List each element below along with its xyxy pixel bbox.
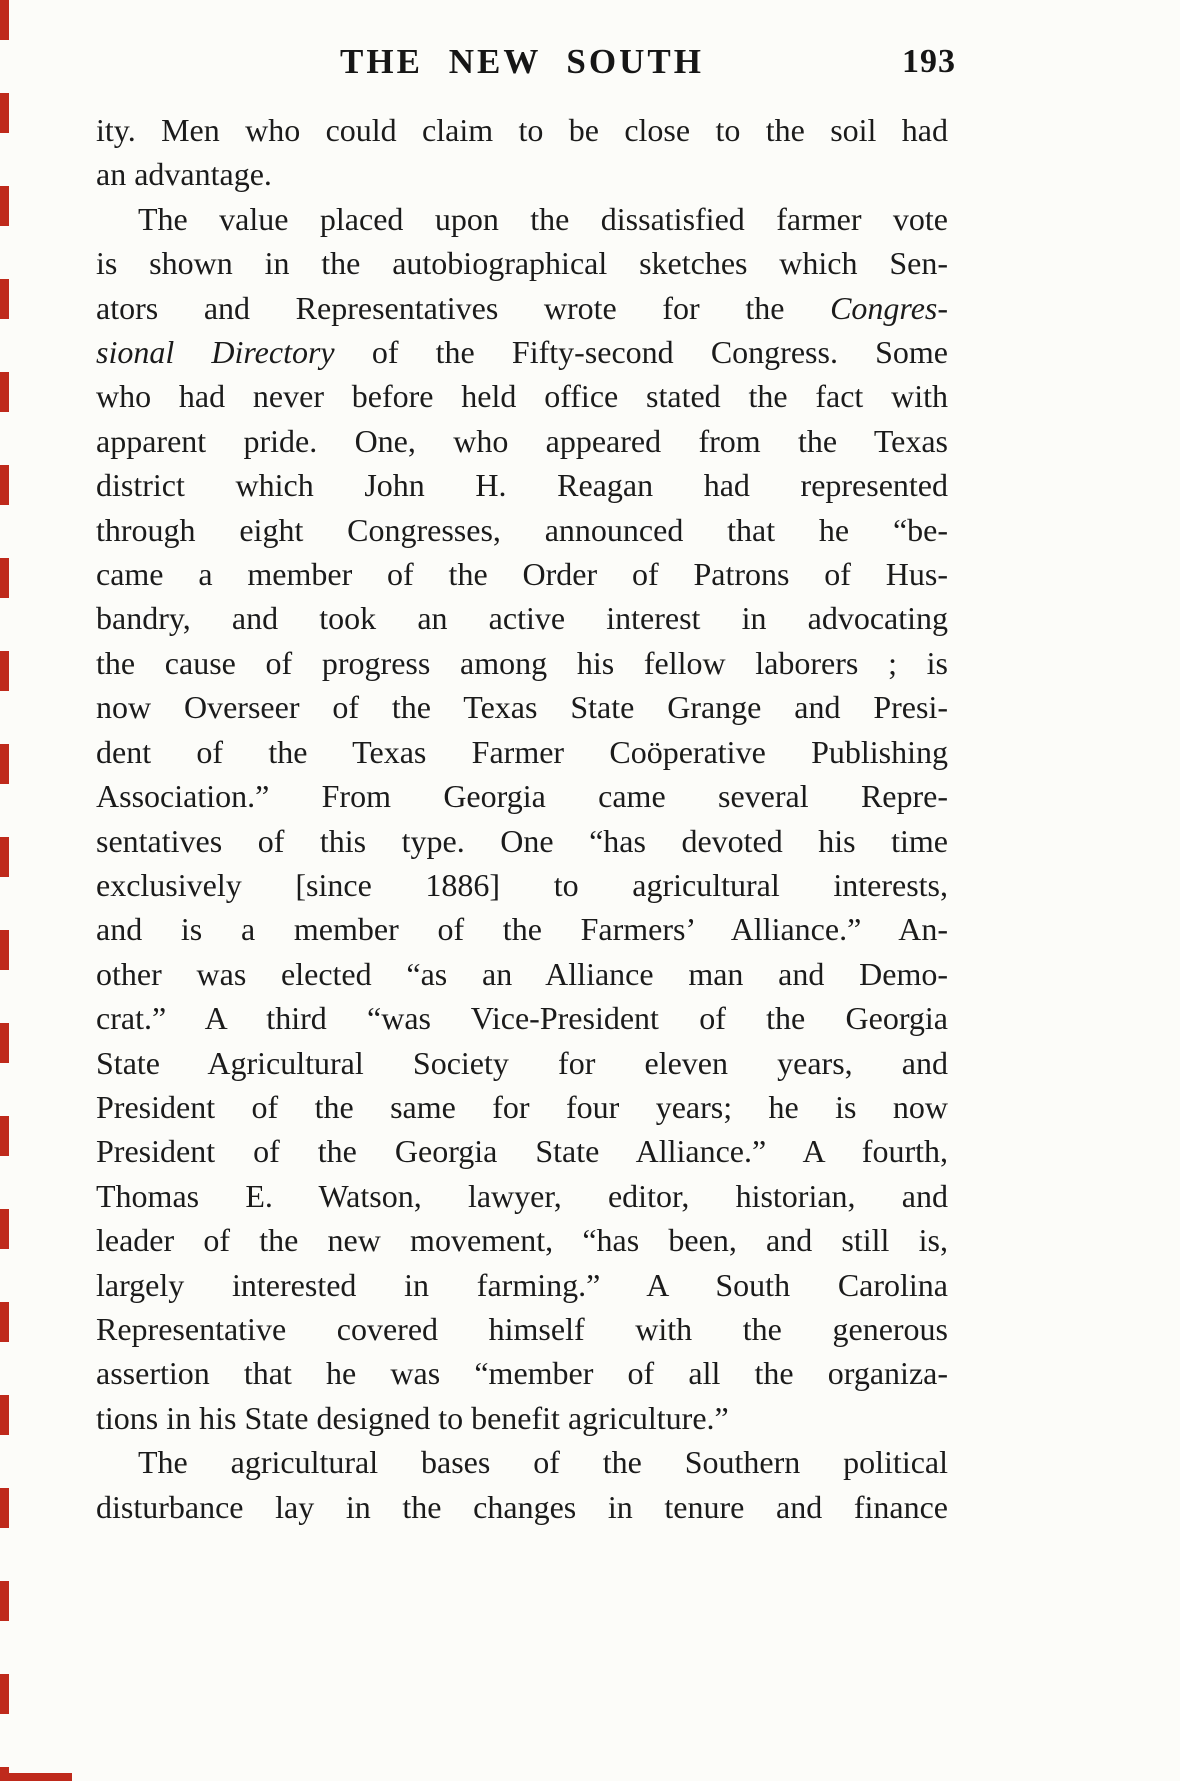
text-run: bandry, and took an active interest in advocating	[96, 600, 948, 637]
page-number: 193	[902, 43, 956, 80]
text-run: apparent pride. One, who appeared from the Texas	[96, 422, 948, 459]
text-line	[96, 108, 948, 152]
text-run: came a member of the Order of Patrons of Hus-	[96, 556, 948, 593]
text-run: The agricultural bases of the Southern political	[138, 1444, 948, 1481]
text-run: leader of the new movement, “has been, and still is,	[96, 1222, 948, 1259]
text-run: disturbance lay in the changes in tenure and finance	[96, 1488, 948, 1525]
text-run: ators and Representatives wrote for the	[96, 289, 831, 326]
italic-text-run: sional Directory	[96, 334, 335, 371]
text-run: of the Fifty-second Congress. Some	[334, 334, 949, 371]
text-line	[96, 1307, 948, 1351]
text-line	[96, 1440, 948, 1484]
text-line	[96, 1263, 948, 1307]
text-line	[96, 1129, 948, 1173]
text-run: other was elected “as an Alliance man and Demo-	[96, 955, 948, 992]
text-line	[96, 1041, 948, 1085]
text-run: Thomas E. Watson, lawyer, editor, historian, and	[96, 1177, 948, 1214]
text-line	[96, 1085, 948, 1129]
text-line	[96, 730, 948, 774]
text-line	[96, 552, 948, 596]
text-line	[96, 1396, 948, 1440]
text-line	[96, 1485, 948, 1529]
text-run: exclusively [since 1886] to agricultural interests,	[96, 866, 948, 903]
text-line	[96, 685, 948, 729]
text-line	[96, 774, 948, 818]
text-run: President of the Georgia State Alliance.” A fourth,	[96, 1133, 948, 1170]
text-line	[96, 863, 948, 907]
text-line	[96, 508, 948, 552]
text-line	[96, 641, 948, 685]
text-run: State Agricultural Society for eleven years, and	[96, 1044, 948, 1081]
text-line	[96, 374, 948, 418]
text-line	[96, 1351, 948, 1395]
text-run: through eight Congresses, announced that he “be-	[96, 511, 948, 548]
text-line	[96, 241, 948, 285]
text-run: district which John H. Reagan had represented	[96, 467, 948, 504]
text-run: now Overseer of the Texas State Grange and Presi-	[96, 689, 948, 726]
text-run: The value placed upon the dissatisfied farmer vote	[138, 200, 948, 237]
page-lines	[96, 108, 948, 1529]
text-run: ity. Men who could claim to be close to the soil had	[96, 112, 948, 148]
text-run: President of the same for four years; he is now	[96, 1088, 948, 1125]
text-run: the cause of progress among his fellow laborers ; is	[96, 644, 948, 681]
text-line	[96, 819, 948, 863]
text-run: sentatives of this type. One “has devoted his time	[96, 822, 948, 859]
italic-text-run: Congres-	[830, 289, 948, 326]
text-run: Representative covered himself with the generous	[96, 1310, 948, 1347]
text-run: tions in his State designed to benefit agriculture.”	[96, 1399, 729, 1436]
text-line	[96, 952, 948, 996]
text-line	[96, 596, 948, 640]
text-run: and is a member of the Farmers’ Alliance.” An-	[96, 911, 948, 948]
text-line	[96, 907, 948, 951]
text-run: largely interested in farming.” A South Carolina	[96, 1266, 948, 1303]
text-line	[96, 1218, 948, 1262]
text-run: assertion that he was “member of all the organiza-	[96, 1355, 948, 1392]
text-line	[96, 996, 948, 1040]
text-run: who had never before held office stated the fact with	[96, 378, 948, 415]
text-line	[96, 1174, 948, 1218]
text-line	[96, 286, 948, 330]
text-run: dent of the Texas Farmer Coöperative Publishing	[96, 733, 948, 770]
page-title: THE NEW SOUTH	[340, 42, 704, 81]
scan-bottom-mark	[0, 1773, 72, 1781]
text-run: Association.” From Georgia came several Repre-	[96, 778, 948, 815]
text-line	[96, 463, 948, 507]
scan-edge-marks	[0, 0, 9, 1781]
page-content	[96, 42, 956, 1529]
text-line	[96, 419, 948, 463]
running-header	[96, 42, 956, 88]
text-line	[96, 330, 948, 374]
text-run: an advantage.	[96, 156, 272, 193]
text-line	[96, 197, 948, 241]
text-line	[96, 152, 948, 196]
text-run: is shown in the autobiographical sketches which Sen-	[96, 245, 948, 282]
text-run: crat.” A third “was Vice-President of the Georgia	[96, 1000, 948, 1037]
